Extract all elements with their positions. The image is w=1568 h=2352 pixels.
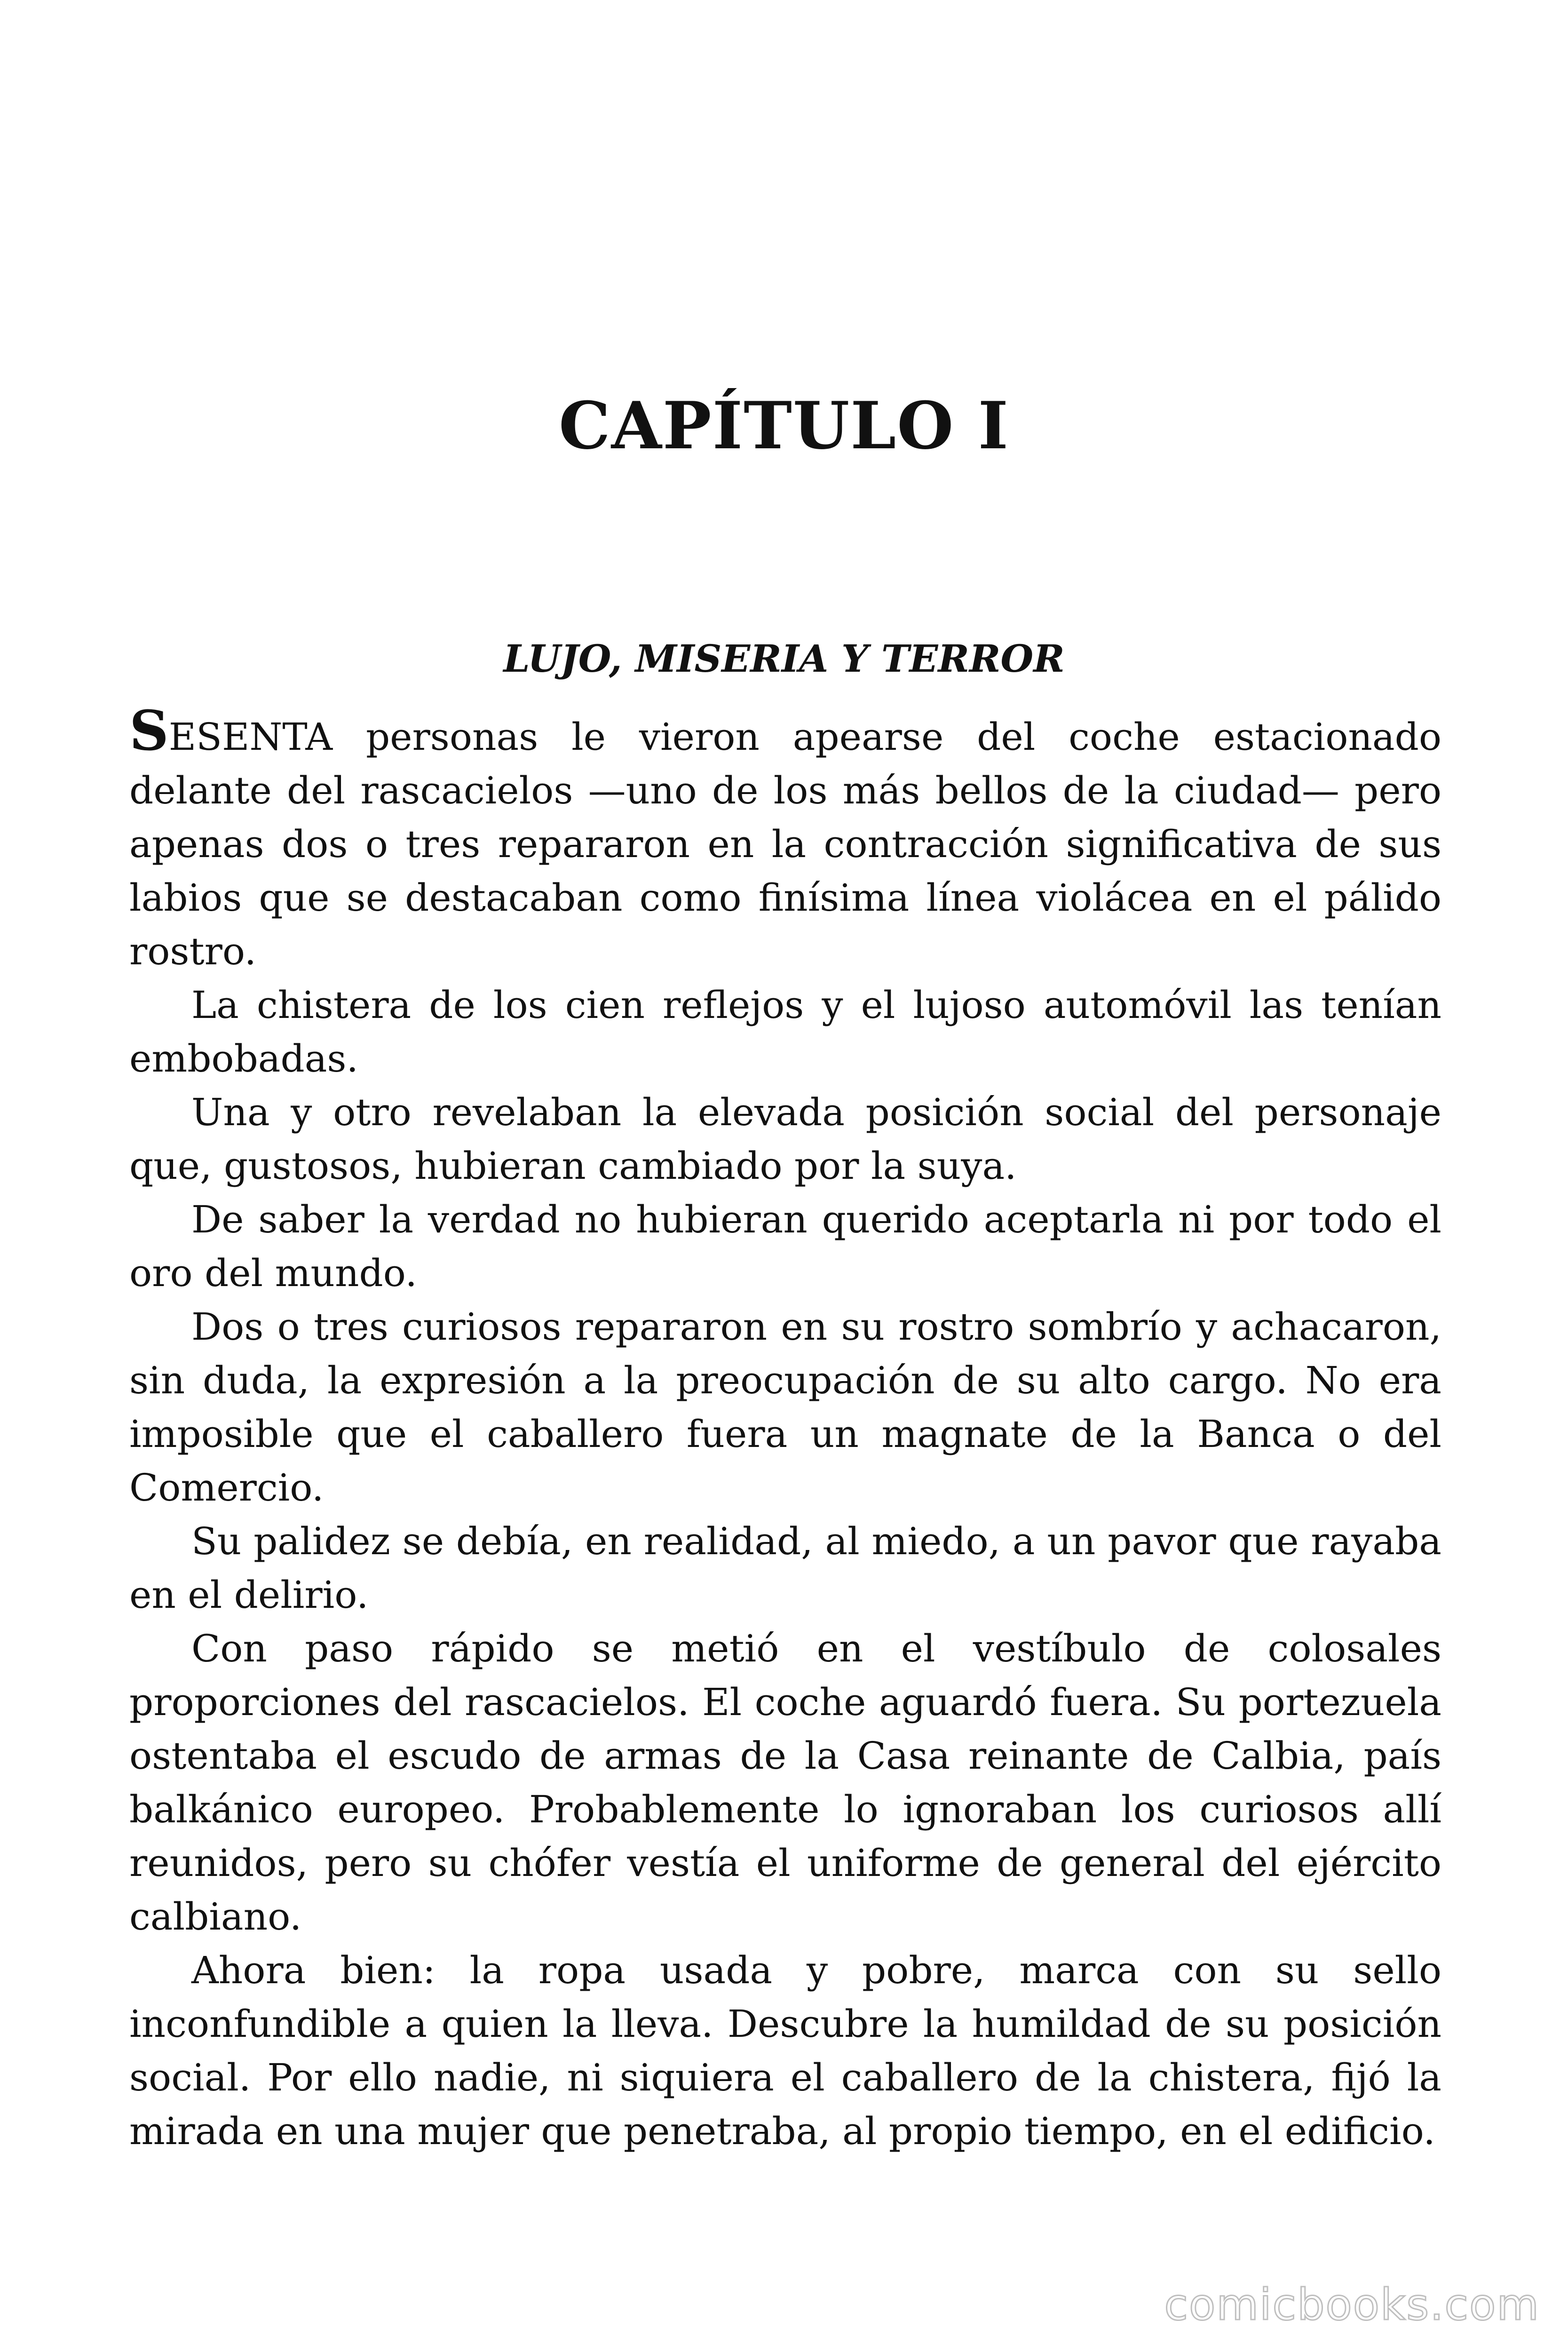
- paragraph: La chistera de los cien reflejos y el lujoso automóvil las tenían embobadas.: [129, 983, 1441, 1081]
- paragraph: De saber la verdad no hubieran querido aceptarla ni por todo el oro del mundo.: [129, 1198, 1441, 1295]
- paragraph-text: personas le vieron apearse del coche estacionado delante del rascacielos —uno de los más bellos de la ciudad— pero apenas dos o tres repararon en la contracción significativa de sus labios que se destacaban como finísima línea violácea en el pálido rostro.: [129, 715, 1441, 973]
- paragraph: Ahora bien: la ropa usada y pobre, marca con su sello inconfundible a quien la lleva. Descubre la humildad de su posición social. Por ello nadie, ni siquiera el caballero de la chistera, fijó la mirada en una mujer que penetraba, al propio tiempo, en el edificio.: [129, 1948, 1441, 2153]
- paragraph: Con paso rápido se metió en el vestíbulo de colosales proporciones del rascacielos. El coche aguardó fuera. Su portezuela ostentaba el escudo de armas de la Casa reinante de Calbia, país balkánico europeo. Probablemente lo ignoraban los curiosos allí reunidos, pero su chófer vestía el uniforme de general del ejército calbiano.: [129, 1627, 1441, 1939]
- paragraph: Una y otro revelaban la elevada posición social del personaje que, gustosos, hubieran cambiado por la suya.: [129, 1090, 1441, 1188]
- drop-cap: S: [129, 699, 169, 763]
- lead-word: ESENTA: [168, 715, 333, 759]
- body-text: [129, 699, 1441, 2158]
- paragraph: [129, 699, 1441, 978]
- chapter-title: CAPÍTULO I: [558, 387, 1010, 464]
- paragraph: Dos o tres curiosos repararon en su rostro sombrío y achacaron, sin duda, la expresión a la preocupación de su alto cargo. No era imposible que el caballero fuera un magnate de la Banca o del Comercio.: [129, 1305, 1441, 1510]
- paragraph: Su palidez se debía, en realidad, al miedo, a un pavor que rayaba en el delirio.: [129, 1519, 1441, 1617]
- section-title: LUJO, MISERIA Y TERROR: [503, 636, 1065, 681]
- site-watermark: comicbooks.com: [1164, 2280, 1540, 2330]
